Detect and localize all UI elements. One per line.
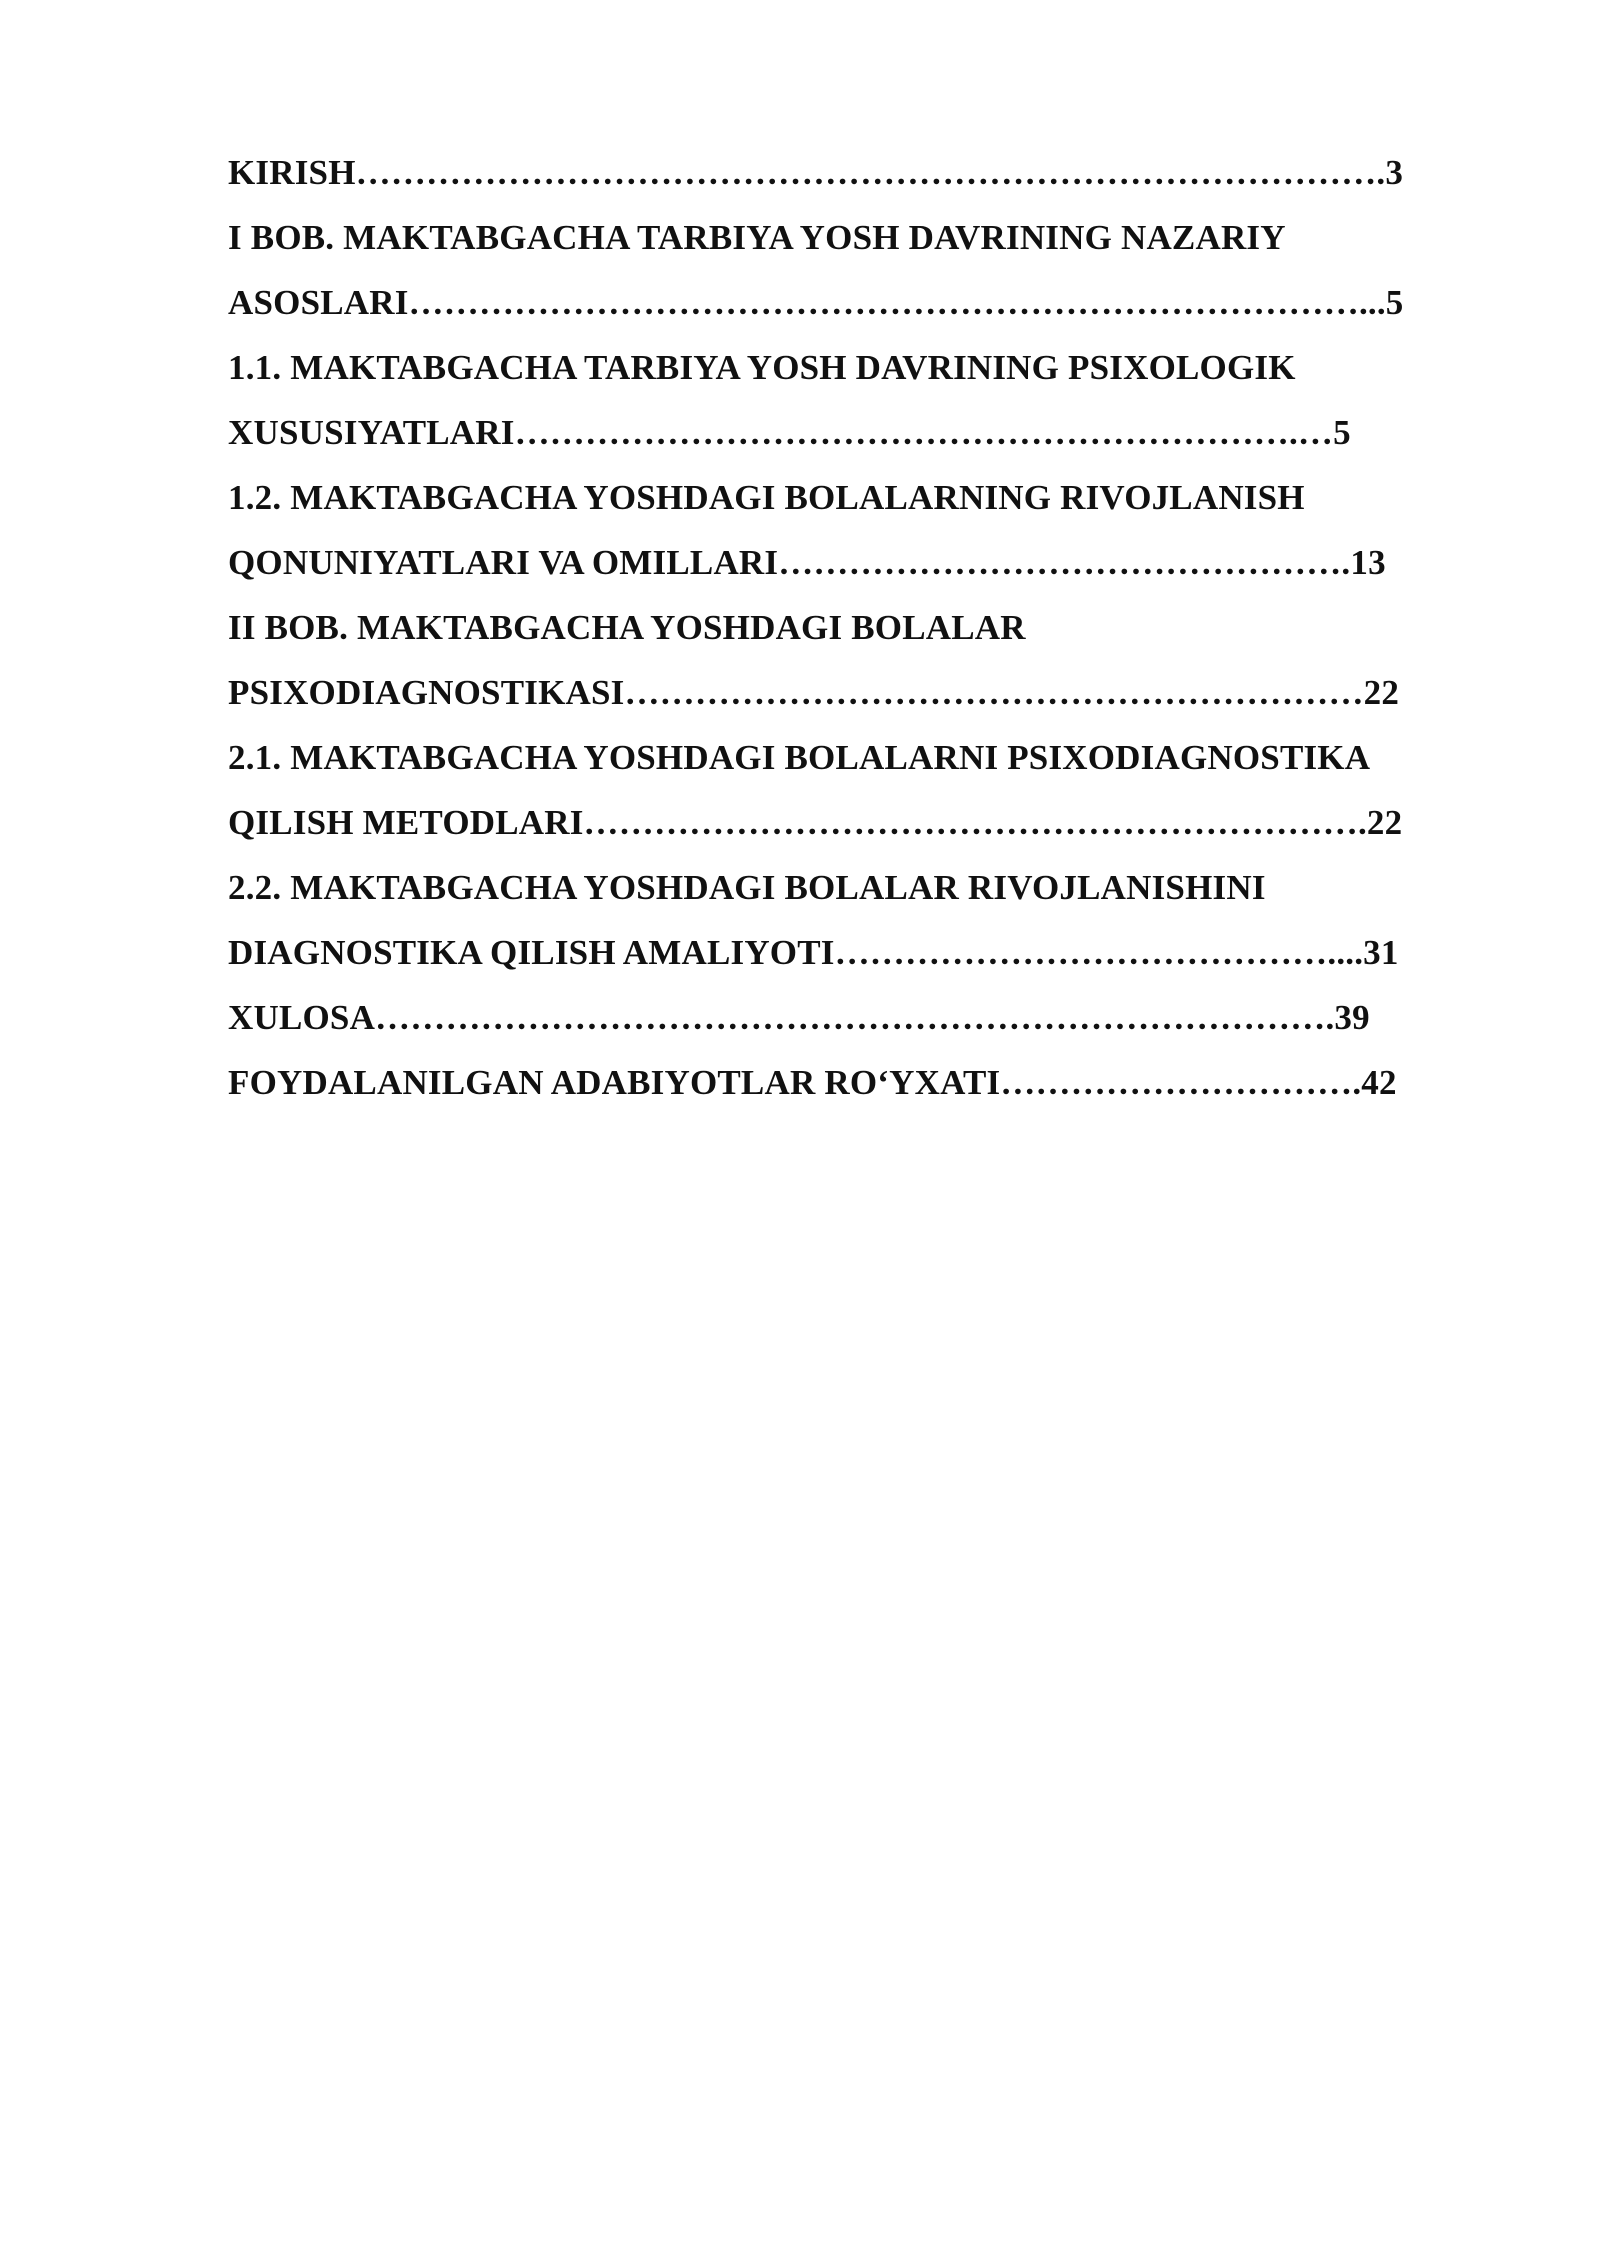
table-of-contents: [228, 140, 1488, 1115]
toc-entry-section-2-2: 2.2. MAKTABGACHA YOSHDAGI BOLALAR RIVOJLANISHINI: [228, 868, 1266, 907]
toc-entry-section-1-2: 1.2. MAKTABGACHA YOSHDAGI BOLALARNING RIVOJLANISH: [228, 478, 1305, 517]
toc-entry-section-2-1-cont: QILISH METODLARI………………………………………………………….22: [228, 803, 1403, 842]
toc-entry-section-1-1: 1.1. MAKTABGACHA TARBIYA YOSH DAVRINING PSIXOLOGIK: [228, 348, 1296, 387]
toc-entry-section-1-1-cont: XUSUSIYATLARI………………………………………………………….…5: [228, 413, 1351, 452]
toc-entry-section-1-2-cont: QONUNIYATLARI VA OMILLARI………………………………………….13: [228, 543, 1386, 582]
toc-entry-kirish: KIRISH…………………………………………………………………………….3: [228, 153, 1404, 192]
toc-entry-references: FOYDALANILGAN ADABIYOTLAR RO‘YXATI………………………….42: [228, 1063, 1397, 1102]
toc-entry-chapter-2-title: II BOB. MAKTABGACHA YOSHDAGI BOLALAR: [228, 608, 1026, 647]
toc-entry-chapter-1-title-cont: ASOSLARI………………………………………………………………………...5: [228, 283, 1404, 322]
toc-entry-section-2-2-cont: DIAGNOSTIKA QILISH AMALIYOTI……………………………………....31: [228, 933, 1399, 972]
toc-entry-chapter-2-title-cont: PSIXODIAGNOSTIKASI………………………………………………………22: [228, 673, 1400, 712]
toc-entry-chapter-1-title: I BOB. MAKTABGACHA TARBIYA YOSH DAVRINING NAZARIY: [228, 218, 1286, 257]
toc-entry-section-2-1: 2.1. MAKTABGACHA YOSHDAGI BOLALARNI PSIXODIAGNOSTIKA: [228, 738, 1371, 777]
toc-entry-xulosa: XULOSA……………………………………………………………………….39: [228, 998, 1370, 1037]
